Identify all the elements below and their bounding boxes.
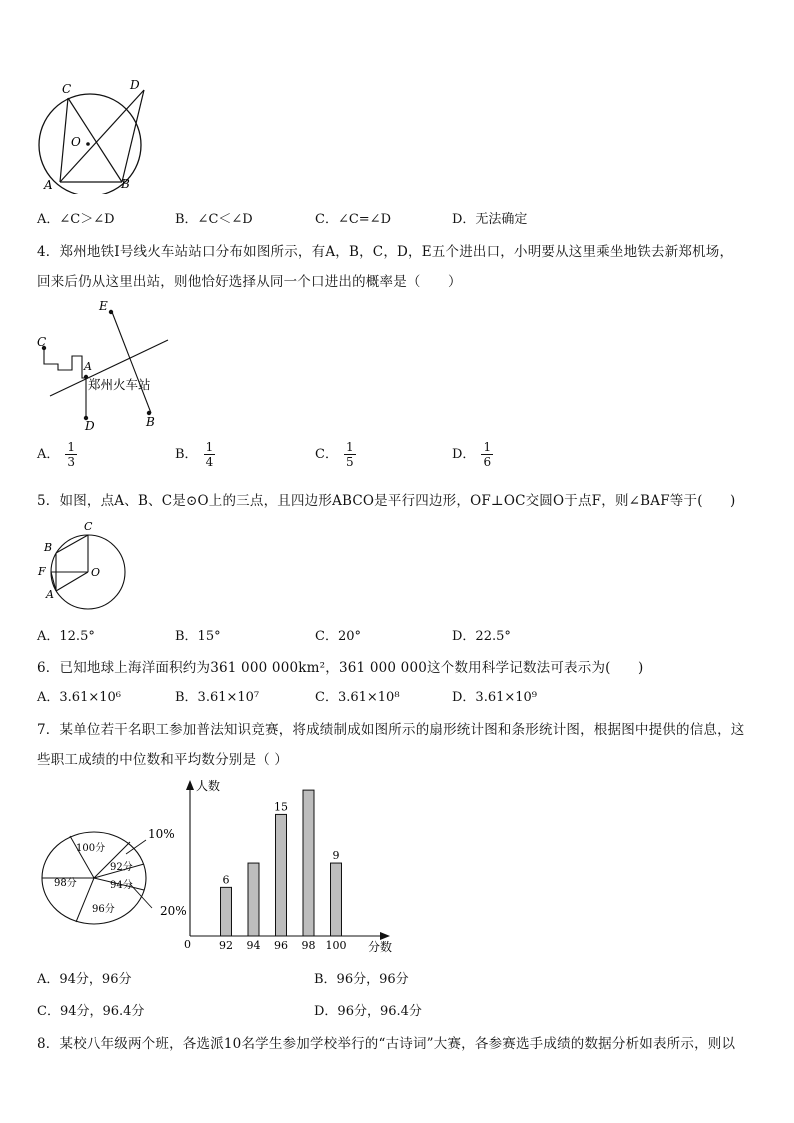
pie-sector-96: 96分 xyxy=(92,904,115,915)
bar-92 xyxy=(221,887,232,936)
fraction: $\frac{1}{3}$ xyxy=(67,440,76,469)
q7-option-c: C．94分，96.4分 xyxy=(37,1004,145,1019)
bars-group xyxy=(219,790,347,952)
q5-label-c: C xyxy=(84,520,93,533)
q4-label-e: E xyxy=(99,300,108,313)
q7-bar-chart xyxy=(178,776,400,956)
bar-96 xyxy=(276,814,287,936)
q3-label-c: C xyxy=(62,82,72,96)
q5-option-c: C．20° xyxy=(315,629,361,644)
q3-label-d: D xyxy=(130,78,140,92)
bar-value-label: 6 xyxy=(222,873,230,887)
q5-label-f: F xyxy=(38,565,46,578)
fraction: $\frac{1}{4}$ xyxy=(205,440,214,469)
q3-label-b: B xyxy=(121,177,130,191)
q4-option-d: D． $\frac{1}{6}$ xyxy=(452,440,492,469)
x-tick-label: 94 xyxy=(246,939,261,952)
x-axis-label: 分数 xyxy=(368,940,393,954)
q3-figure xyxy=(28,76,153,194)
bar-100 xyxy=(331,863,342,936)
bar-94 xyxy=(248,863,259,936)
q5-option-a: A．12.5° xyxy=(37,629,95,644)
q4-option-b: B． $\frac{1}{4}$ xyxy=(175,440,214,469)
q7-pie-chart xyxy=(40,818,195,928)
q5-label-b: B xyxy=(44,541,53,554)
q3-option-a: A．∠C＞∠D xyxy=(37,212,115,227)
q5-figure xyxy=(34,518,132,610)
pie-sector-94: 94分 xyxy=(110,880,133,891)
x-tick-label: 92 xyxy=(219,939,233,952)
pie-sector-92: 92分 xyxy=(110,862,133,873)
q6-question: 6．已知地球上海洋面积约为361 000 000km²，361 000 000这个数用科学记数法可表示为( ) xyxy=(37,660,644,676)
q4-label-c: C xyxy=(37,335,47,349)
q7-question-line1: 7．某单位若干名职工参加普法知识竞赛，将成绩制成如图所示的扇形统计图和条形统计图，根据图中提供的信息，这 xyxy=(37,722,745,738)
q8-question: 8．某校八年级两个班，各选派10名学生参加学校举行的“古诗词”大赛，各参赛选手成绩的数据分析如表所示，则以 xyxy=(37,1036,736,1052)
x-tick-label: 96 xyxy=(274,939,288,952)
pie-callout-20: 20% xyxy=(160,904,187,918)
q5-label-o: O xyxy=(91,566,101,579)
q5-option-d: D．22.5° xyxy=(452,629,511,644)
q4-label-b: B xyxy=(146,415,155,429)
q5-option-b: B．15° xyxy=(175,629,221,644)
y-axis-label: 人数 xyxy=(196,779,221,793)
pie-sector-98: 98分 xyxy=(54,878,77,889)
bar-98 xyxy=(303,790,314,936)
q4-label-d: D xyxy=(85,419,95,433)
q5-question: 5．如图，点A、B、C是⊙O上的三点，且四边形ABCO是平行四边形，OF⊥OC交圆O于点F，则∠BAF等于( ) xyxy=(37,493,736,509)
q3-option-d: D．无法确定 xyxy=(452,212,528,227)
q6-option-b: B．3.61×10⁷ xyxy=(175,690,260,705)
q7-question-line2: 些职工成绩的中位数和平均数分别是（ ） xyxy=(37,752,289,768)
fraction: $\frac{1}{6}$ xyxy=(483,440,492,469)
q7-option-a: A．94分，96分 xyxy=(37,972,132,987)
x-tick-label: 98 xyxy=(301,939,316,952)
q3-option-b: B．∠C＜∠D xyxy=(175,212,253,227)
q4-question-line1: 4．郑州地铁Ⅰ号线火车站站口分布如图所示，有A，B，C，D，E五个进出口，小明要从这里乘坐地铁去新郑机场， xyxy=(37,244,734,260)
pie-callout-10: 10% xyxy=(148,827,175,841)
origin-label: 0 xyxy=(184,938,191,951)
q6-option-a: A．3.61×10⁶ xyxy=(37,690,121,705)
q7-option-b: B．96分，96分 xyxy=(314,972,409,987)
q4-figure xyxy=(32,300,174,434)
q3-option-c: C．∠C=∠D xyxy=(315,212,391,227)
q6-option-d: D．3.61×10⁹ xyxy=(452,690,538,705)
q3-label-o: O xyxy=(71,135,81,149)
fraction: $\frac{1}{5}$ xyxy=(345,440,354,469)
q4-label-a: A xyxy=(84,360,92,373)
q7-option-d: D．96分，96.4分 xyxy=(314,1004,422,1019)
q4-station-label: 郑州火车站 xyxy=(88,377,151,392)
x-tick-label: 100 xyxy=(325,939,347,952)
bar-value-label: 15 xyxy=(274,800,288,814)
pie-sector-100: 100分 xyxy=(76,843,106,854)
q4-option-a: A． $\frac{1}{3}$ xyxy=(37,440,76,469)
q6-option-c: C．3.61×10⁸ xyxy=(315,690,400,705)
q5-label-a: A xyxy=(46,588,54,601)
q3-label-a: A xyxy=(44,178,53,192)
bar-value-label: 9 xyxy=(332,849,340,863)
q4-question-line2: 回来后仍从这里出站，则他恰好选择从同一个口进出的概率是（ ） xyxy=(37,274,462,290)
q4-option-c: C． $\frac{1}{5}$ xyxy=(315,440,354,469)
